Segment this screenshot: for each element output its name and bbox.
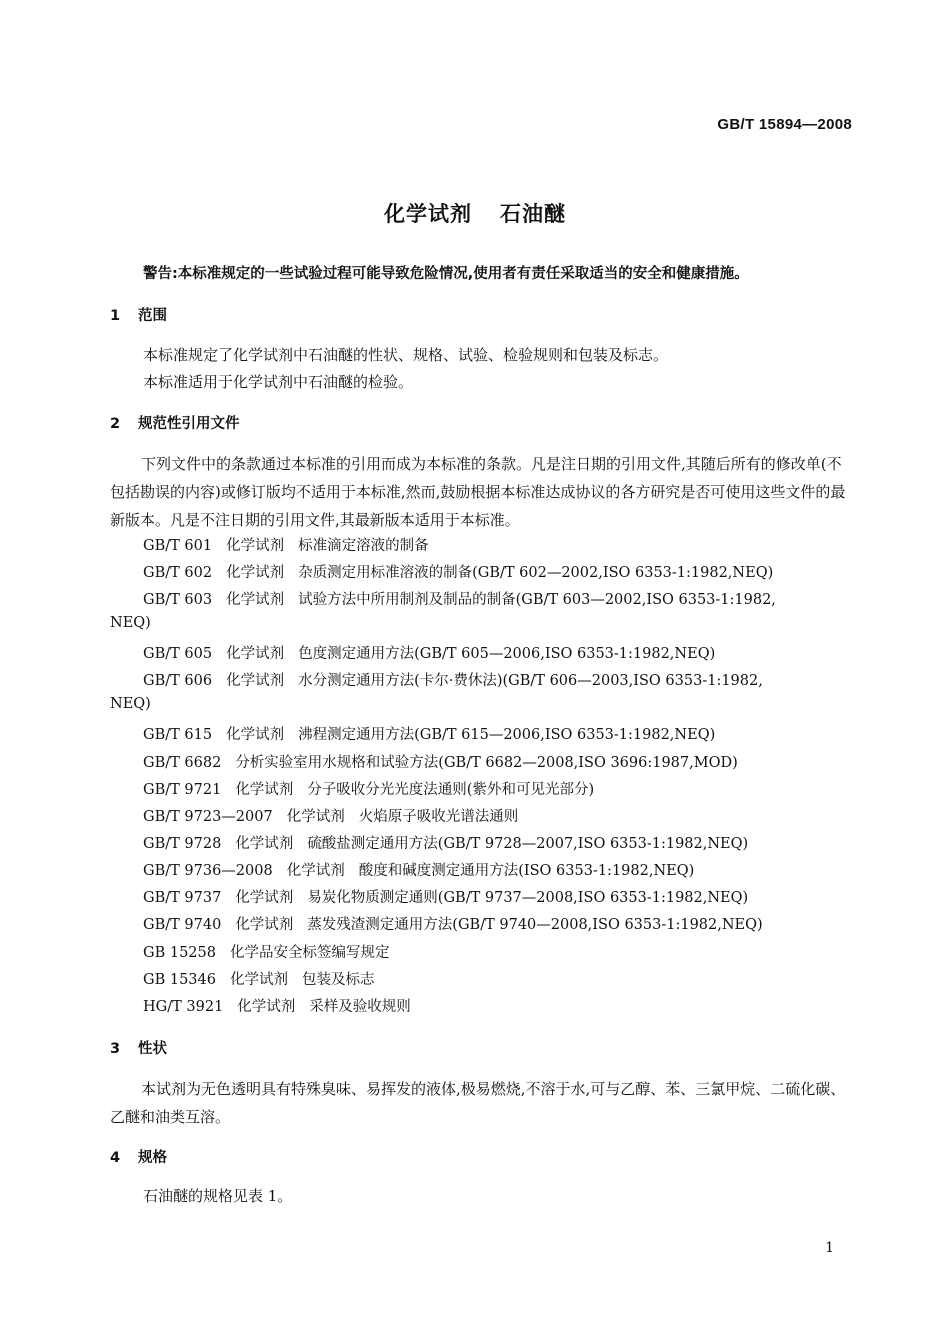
reference-category: 化学试剂 bbox=[226, 673, 285, 689]
section-number: 3 bbox=[110, 1041, 121, 1057]
reference-item bbox=[143, 778, 594, 799]
reference-category: 化学试剂 bbox=[235, 836, 294, 852]
scope-paragraph-1: 本标准规定了化学试剂中石油醚的性状、规格、试验、检验规则和包装及标志。 bbox=[143, 346, 669, 364]
reference-title: 采样及验收规则 bbox=[309, 999, 411, 1015]
reference-item bbox=[143, 751, 752, 772]
reference-category: 化学试剂 bbox=[229, 972, 288, 988]
reference-code: GB/T 605 bbox=[143, 646, 213, 662]
reference-code: GB/T 9721 bbox=[143, 782, 222, 798]
reference-item bbox=[143, 886, 748, 907]
reference-code: GB 15346 bbox=[143, 972, 216, 988]
reference-code: HG/T 3921 bbox=[143, 999, 224, 1015]
reference-category: 化学试剂 bbox=[237, 999, 296, 1015]
reference-code: GB/T 601 bbox=[143, 538, 213, 554]
references-intro: 下列文件中的条款通过本标准的引用而成为本标准的条款。凡是注日期的引用文件,其随后所有的修改单(不包括勘误的内容)或修订版均不适用于本标准,然而,鼓励根据本标准达成协议的各方研究是否可使用这些文件的最新版本。凡是不注日期的引用文件,其最新版本适用于本标准。 bbox=[110, 455, 846, 529]
reference-continuation: NEQ) bbox=[110, 696, 151, 712]
reference-title: 色度测定通用方法(GB/T 605—2006,ISO 6353-1:1982,NEQ) bbox=[298, 646, 716, 662]
section-title: 性状 bbox=[138, 1041, 167, 1057]
reference-code: GB/T 9728 bbox=[143, 836, 222, 852]
reference-title: 易炭化物质测定通则(GB/T 9737—2008,ISO 6353-1:1982,NEQ) bbox=[307, 890, 749, 906]
reference-code: GB 15258 bbox=[143, 945, 216, 961]
reference-item bbox=[143, 588, 776, 609]
reference-category: 分析实验室用水规格和试验方法(GB/T 6682—2008,ISO 3696:1987,MOD) bbox=[235, 755, 738, 771]
reference-item bbox=[143, 859, 694, 880]
safety-warning: 警告:本标准规定的一些试验过程可能导致危险情况,使用者有责任采取适当的安全和健康措施。 bbox=[143, 266, 749, 282]
section-title: 范围 bbox=[138, 308, 167, 324]
section-1-heading bbox=[110, 304, 167, 325]
reference-item bbox=[143, 995, 411, 1016]
reference-code: GB/T 606 bbox=[143, 673, 213, 689]
reference-item bbox=[143, 642, 715, 663]
reference-code: GB/T 9723—2007 bbox=[143, 809, 273, 825]
specification-paragraph: 石油醚的规格见表 1。 bbox=[143, 1187, 293, 1205]
section-number: 1 bbox=[110, 308, 121, 324]
section-title: 规格 bbox=[138, 1150, 167, 1166]
reference-item bbox=[143, 669, 763, 690]
reference-category: 化学品安全标签编写规定 bbox=[229, 945, 390, 961]
reference-item bbox=[143, 723, 715, 744]
title-part-1: 化学试剂 bbox=[384, 202, 472, 226]
reference-code: GB/T 9737 bbox=[143, 890, 222, 906]
reference-code: GB/T 9740 bbox=[143, 917, 222, 933]
reference-item bbox=[143, 968, 374, 989]
reference-item bbox=[143, 941, 403, 962]
reference-code: GB/T 9736—2008 bbox=[143, 863, 273, 879]
scope-paragraph-2: 本标准适用于化学试剂中石油醚的检验。 bbox=[143, 373, 414, 391]
section-number: 4 bbox=[110, 1150, 121, 1166]
section-title: 规范性引用文件 bbox=[138, 416, 240, 432]
reference-category: 化学试剂 bbox=[226, 538, 285, 554]
reference-title: 蒸发残渣测定通用方法(GB/T 9740—2008,ISO 6353-1:1982,NEQ) bbox=[307, 917, 763, 933]
reference-title: 酸度和碱度测定通用方法(ISO 6353-1:1982,NEQ) bbox=[358, 863, 695, 879]
standard-code: GB/T 15894—2008 bbox=[717, 116, 852, 133]
reference-code: GB/T 602 bbox=[143, 565, 213, 581]
page-title bbox=[0, 198, 950, 228]
properties-paragraph: 本试剂为无色透明具有特殊臭味、易挥发的液体,极易燃烧,不溶于水,可与乙醇、苯、三氯甲烷、二硫化碳、乙醚和油类互溶。 bbox=[110, 1080, 846, 1126]
reference-item bbox=[143, 534, 429, 555]
reference-title: 杂质测定用标准溶液的制备(GB/T 602—2002,ISO 6353-1:1982,NEQ) bbox=[298, 565, 774, 581]
reference-category: 化学试剂 bbox=[286, 809, 345, 825]
reference-item bbox=[143, 913, 763, 934]
reference-item bbox=[143, 805, 518, 826]
reference-category: 化学试剂 bbox=[286, 863, 345, 879]
reference-item bbox=[143, 561, 773, 582]
reference-category: 化学试剂 bbox=[235, 890, 294, 906]
reference-item bbox=[143, 832, 748, 853]
reference-category: 化学试剂 bbox=[235, 917, 294, 933]
section-4-heading bbox=[110, 1146, 167, 1167]
title-part-2: 石油醚 bbox=[500, 202, 566, 226]
section-number: 2 bbox=[110, 416, 121, 432]
reference-category: 化学试剂 bbox=[226, 727, 285, 743]
reference-title: 硫酸盐测定通用方法(GB/T 9728—2007,ISO 6353-1:1982,NEQ) bbox=[307, 836, 749, 852]
reference-code: GB/T 6682 bbox=[143, 755, 222, 771]
reference-title: 包装及标志 bbox=[301, 972, 375, 988]
section-2-heading bbox=[110, 412, 240, 433]
reference-category: 化学试剂 bbox=[226, 646, 285, 662]
reference-continuation: NEQ) bbox=[110, 615, 151, 631]
section-3-heading bbox=[110, 1037, 167, 1058]
reference-category: 化学试剂 bbox=[235, 782, 294, 798]
reference-category: 化学试剂 bbox=[226, 565, 285, 581]
reference-title: 试验方法中所用制剂及制品的制备(GB/T 603—2002,ISO 6353-1:1982, bbox=[298, 592, 776, 608]
reference-title: 火焰原子吸收光谱法通则 bbox=[358, 809, 519, 825]
reference-title: 标准滴定溶液的制备 bbox=[298, 538, 429, 554]
page-number: 1 bbox=[825, 1240, 834, 1256]
reference-title: 水分测定通用方法(卡尔·费休法)(GB/T 606—2003,ISO 6353-1:1982, bbox=[298, 673, 763, 689]
reference-title: 分子吸收分光光度法通则(紫外和可见光部分) bbox=[307, 782, 595, 798]
reference-title: 沸程测定通用方法(GB/T 615—2006,ISO 6353-1:1982,NEQ) bbox=[298, 727, 716, 743]
reference-code: GB/T 615 bbox=[143, 727, 213, 743]
reference-category: 化学试剂 bbox=[226, 592, 285, 608]
reference-code: GB/T 603 bbox=[143, 592, 213, 608]
